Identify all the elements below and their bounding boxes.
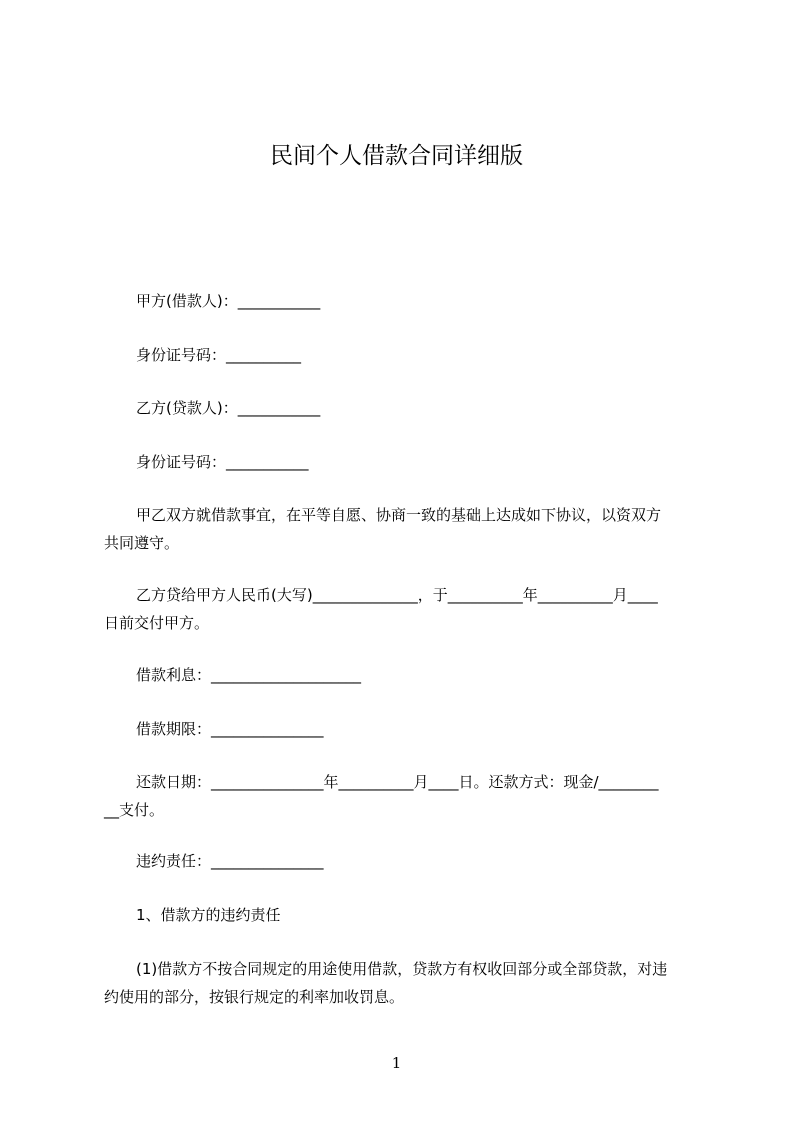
party-b-line [104,394,704,422]
party-a-id-text: 身份证号码：__________ [136,346,302,364]
party-b-text: 乙方(贷款人)：___________ [136,399,321,417]
party-b-id-line [104,448,704,476]
repayment-text-1: 还款日期：_______________年__________月____日。还款方式：现金/________ [136,773,659,791]
agreement-paragraph-line-2 [104,529,704,557]
clause-1-line-1 [104,955,704,983]
repayment-text-2: __支付。 [104,801,165,819]
party-a-line [104,287,704,315]
loan-amount-text-2: 日前交付甲方。 [104,614,210,632]
loan-interest-text: 借款利息：____________________ [136,666,362,684]
loan-term-text: 借款期限：_______________ [136,720,324,738]
breach-liability-line [104,847,704,875]
loan-amount-text-1: 乙方贷给甲方人民币(大写)______________，于__________年__________月____ [136,586,658,604]
document-title: 民间个人借款合同详细版 [270,143,523,169]
loan-term-line [104,715,704,743]
breach-liability-text: 违约责任：_______________ [136,852,324,870]
agreement-paragraph-line-1 [104,501,704,529]
party-a-text: 甲方(借款人)：___________ [136,292,321,310]
page-number: 1 [391,1054,402,1072]
repayment-line-1 [104,768,704,796]
clause-1-text-2: 约使用的部分，按银行规定的利率加收罚息。 [104,988,405,1006]
borrower-liability-heading: 1、借款方的违约责任 [136,906,281,924]
agreement-paragraph-text-2: 共同遵守。 [104,534,180,552]
clause-1-text-1: (1)借款方不按合同规定的用途使用借款，贷款方有权收回部分或全部贷款，对违 [136,960,668,978]
agreement-paragraph-text-1: 甲乙双方就借款事宜，在平等自愿、协商一致的基础上达成如下协议，以资双方 [136,506,662,524]
clause-1-line-2 [104,983,704,1011]
loan-interest-line [104,661,704,689]
loan-amount-line-2 [104,609,704,637]
borrower-liability-heading-line [104,901,704,929]
repayment-line-2 [104,796,704,824]
party-b-id-text: 身份证号码：___________ [136,453,309,471]
loan-amount-line-1 [104,581,704,609]
party-a-id-line [104,341,704,369]
